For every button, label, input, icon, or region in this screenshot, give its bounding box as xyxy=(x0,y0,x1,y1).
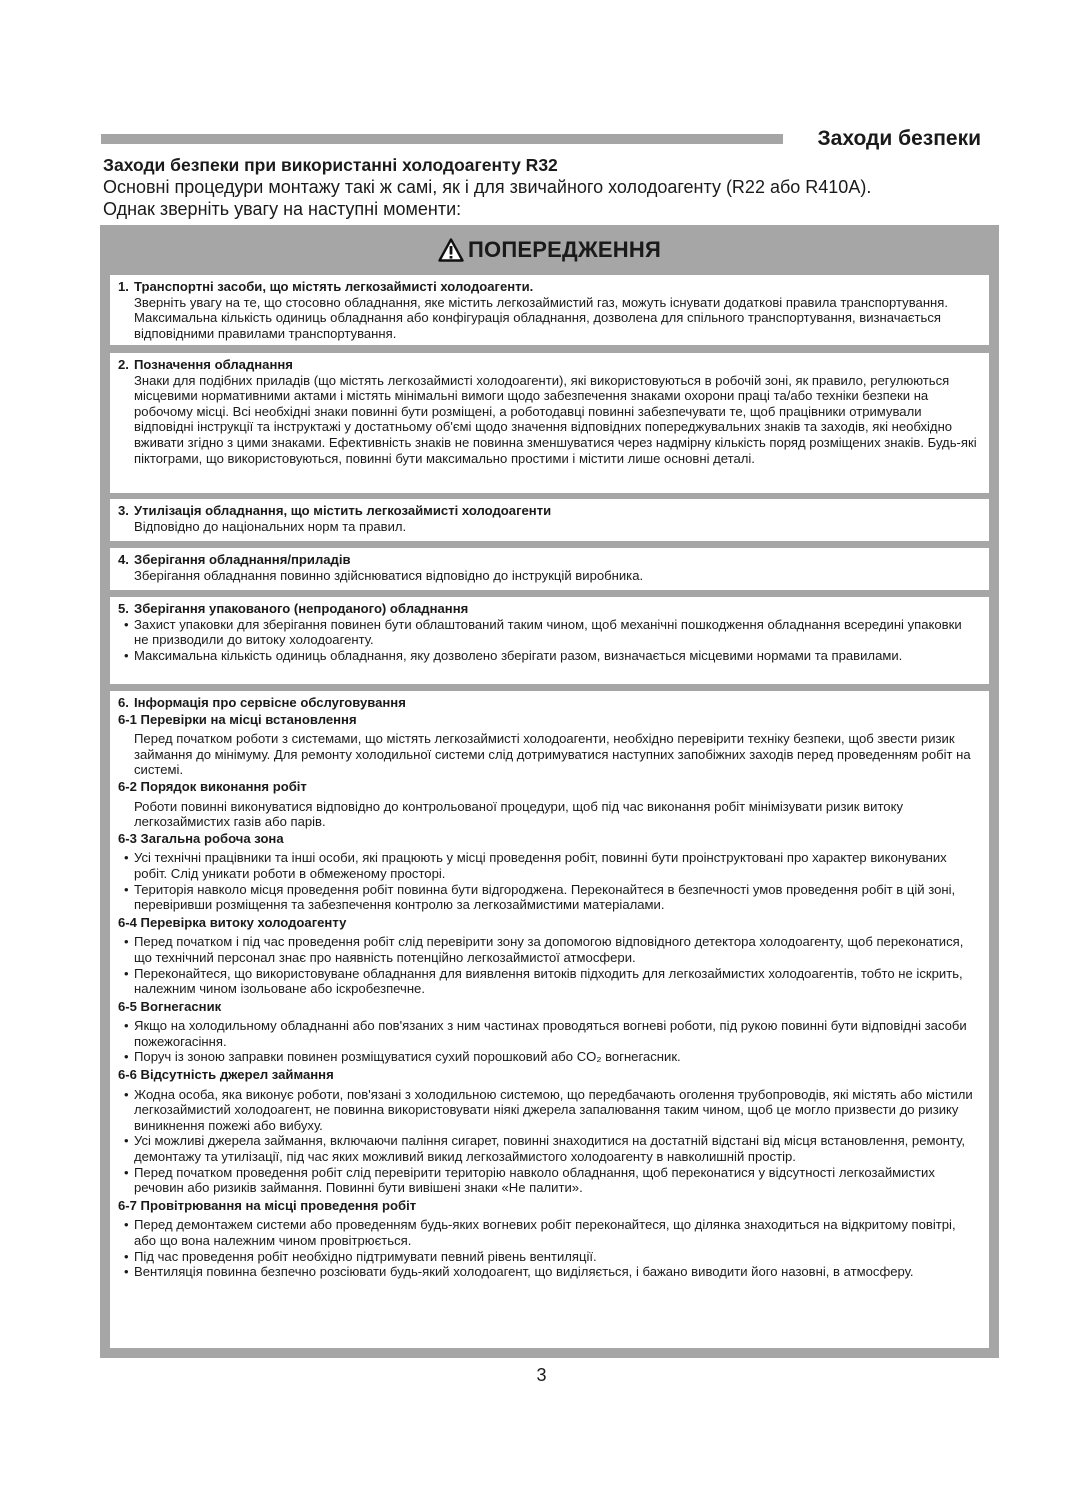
bullet-list xyxy=(118,1018,979,1065)
subsection-6-7 xyxy=(118,1198,979,1280)
intro-text xyxy=(103,176,1003,220)
section-body: Знаки для подібних приладів (що містять легкозаймисті холодоагенти), які використовуються в робочій зоні, як правило, регулюються місцевими нормативними актами і містять мінімальні вимоги щодо забезпечення знаками охорони праці та/або техніки безпеки на робочому місці. Всі необхідні знаки повинні бути розміщені, а роботодавці повинні забезпечувати те, щоб працівники отримували відповідні інструкції та інструктажі у достатньому об'ємі щодо значення відповідних попереджувальних знаків та заходів, які необхідно вживати згідно з цими знаками. Ефективність знаків не повинна зменшуватися через надмірну кількість поряд розміщених знаків. Будь-які піктограми, що використовуються, повинні бути максимально простими і містити лише основні деталі. xyxy=(134,372,977,466)
section-heading: 4. Зберігання обладнання/приладів xyxy=(118,552,351,567)
warning-header xyxy=(100,225,999,275)
subsection-heading: 6-5 Вогнегасник xyxy=(118,998,222,1014)
list-item: • Якщо на холодильному обладнанні або пов'язаних з ним частинах проводяться вогневі роботи, під рукою повинні бути відповідні засоби пожежогасіння. xyxy=(118,1018,979,1049)
subsection-heading: 6-1 Перевірки на місці встановлення xyxy=(118,711,357,727)
warning-box xyxy=(100,225,999,1358)
subsection-heading: 6-2 Порядок виконання робіт xyxy=(118,778,307,794)
page-number: 3 xyxy=(536,1365,547,1385)
bullet-list xyxy=(118,850,979,912)
page-subtitle: Заходи безпеки при використанні холодоагенту R32 xyxy=(103,155,558,175)
subsection-6-2 xyxy=(118,779,979,830)
section-heading: 1. Транспортні засоби, що містять легкозаймисті холодоагенти. xyxy=(118,279,534,294)
section-header xyxy=(101,124,981,154)
subsection-heading: 6-3 Загальна робоча зона xyxy=(118,830,284,846)
bullet-list xyxy=(118,617,979,664)
warning-section-3 xyxy=(110,499,989,541)
intro-line-1: Основні процедури монтажу такі ж самі, як і для звичайного холодоагенту (R22 або R410A). xyxy=(103,177,872,197)
subsection-body: Роботи повинні виконуватися відповідно до контрольованої процедури, щоб під час виконання робіт мінімізувати ризик витоку легкозаймистих газів або парів. xyxy=(134,798,903,830)
subsection-heading: 6-6 Відсутність джерел займання xyxy=(118,1067,334,1083)
list-item: • Максимальна кількість одиниць обладнання, яку дозволено зберігати разом, визначається місцевими нормами та правилами. xyxy=(118,648,979,664)
list-item: • Вентиляція повинна безпечно розсіювати будь-який холодоагент, що виділяється, і бажано виводити його назовні, в атмосферу. xyxy=(118,1264,979,1280)
warning-section-2 xyxy=(110,353,989,493)
list-item: • Поруч із зоною заправки повинен розміщуватися сухий порошковий або CO₂ вогнегасник. xyxy=(118,1049,979,1065)
intro-line-2: Однак зверніть увагу на наступні моменти: xyxy=(103,199,462,219)
warning-triangle-icon xyxy=(438,238,464,262)
subsection-6-4 xyxy=(118,915,979,997)
header-rule xyxy=(101,134,783,144)
subsection-6-6 xyxy=(118,1067,979,1196)
list-item: • Усі можливі джерела займання, включаючи паління сигарет, повинні знаходитися на достатній відстані від місця встановлення, ремонту, демонтажу та утилізації, під час яких можливий викид легкозаймистого холодоагенту в навколишній простір. xyxy=(118,1133,979,1164)
subsection-body: Перед початком роботи з системами, що містять легкозаймисті холодоагенти, необхідно перевірити техніку безпеки, щоб звести ризик займання до мінімуму. Для ремонту холодильної системи слід дотримуватися наступних запобіжних заходів перед проведенням робіт на системі. xyxy=(134,731,971,778)
subsection-6-1 xyxy=(118,712,979,778)
section-heading: 3. Утилізація обладнання, що містить легкозаймисті холодоагенти xyxy=(118,503,552,518)
section-heading: 2. Позначення обладнання xyxy=(118,357,293,372)
subsection-6-3 xyxy=(118,831,979,913)
list-item: • Усі технічні працівники та інші особи, які працюють у місці проведення робіт, повинні бути проінструктовані про характер виконуваних робіт. Слід уникати роботи в обмеженому просторі. xyxy=(118,850,979,881)
list-item: • Жодна особа, яка виконує роботи, пов'язані з холодильною системою, що передбачають оголення трубопроводів, які містять або містили легкозаймистий холодоагент, не повинна використовувати ніякі джерела запалювання таким чином, щоб це могло призвести до ризику виникнення пожежі або вибуху. xyxy=(118,1087,979,1134)
bullet-list xyxy=(118,1087,979,1196)
subsection-heading: 6-4 Перевірка витоку холодоагенту xyxy=(118,914,347,930)
warning-section-6 xyxy=(110,691,989,1348)
list-item: • Перед початком і під час проведення робіт слід перевірити зону за допомогою відповідного детектора холодоагенту, щоб переконатися, що технічний персонал знає про наявність потенційно легкозаймистої атмосфери. xyxy=(118,934,979,965)
list-item: • Перед початком проведення робіт слід перевірити територію навколо обладнання, щоб переконатися у відсутності легкозаймистих речовин або ризиків займання. Повинні бути вивішені знаки «Не палити». xyxy=(118,1165,979,1196)
subsection-heading: 6-7 Провітрювання на місці проведення робіт xyxy=(118,1197,417,1213)
bullet-list xyxy=(118,1217,979,1279)
warning-section-1 xyxy=(110,275,989,345)
list-item: • Під час проведення робіт необхідно підтримувати певний рівень вентиляції. xyxy=(118,1249,979,1265)
section-title: Заходи безпеки xyxy=(817,127,981,150)
section-body: Відповідно до національних норм та правил. xyxy=(134,518,407,534)
section-body: Зверніть увагу на те, що стосовно обладнання, яке містить легкозаймистий газ, можуть існувати додаткові правила транспортування. Максимальна кількість одиниць обладнання або конфігурація обладнання, дозволена для спільного транспортування, визначається відповідними правилами транспортування. xyxy=(134,294,949,341)
list-item: • Захист упаковки для зберігання повинен бути облаштований таким чином, щоб механічні пошкодження обладнання всередині упаковки не призводили до витоку холодоагенту. xyxy=(118,617,979,648)
section-heading: 6. Інформація про сервісне обслуговування xyxy=(118,695,406,710)
warning-section-4 xyxy=(110,548,989,590)
section-body: Зберігання обладнання повинно здійснюватися відповідно до інструкцій виробника. xyxy=(134,567,644,583)
list-item: • Територія навколо місця проведення робіт повинна бути відгороджена. Переконайтеся в безпечності умов проведення робіт в цій зоні, перевіривши розміщення та забезпечення контролю за легкозаймистими матеріалами. xyxy=(118,882,979,913)
list-item: • Переконайтеся, що використовуване обладнання для виявлення витоків підходить для легкозаймистих холодоагентів, тобто не іскрить, належним чином ізольоване або іскробезпечне. xyxy=(118,966,979,997)
warning-section-5 xyxy=(110,597,989,684)
section-heading: 5. Зберігання упакованого (непроданого) обладнання xyxy=(118,601,469,616)
bullet-list xyxy=(118,934,979,996)
list-item: • Перед демонтажем системи або проведенням будь-яких вогневих робіт переконайтеся, що ділянка знаходиться на відкритому повітрі, або що вона належним чином провітрюється. xyxy=(118,1217,979,1248)
warning-label: ПОПЕРЕДЖЕННЯ xyxy=(468,237,661,262)
subsection-6-5 xyxy=(118,999,979,1065)
